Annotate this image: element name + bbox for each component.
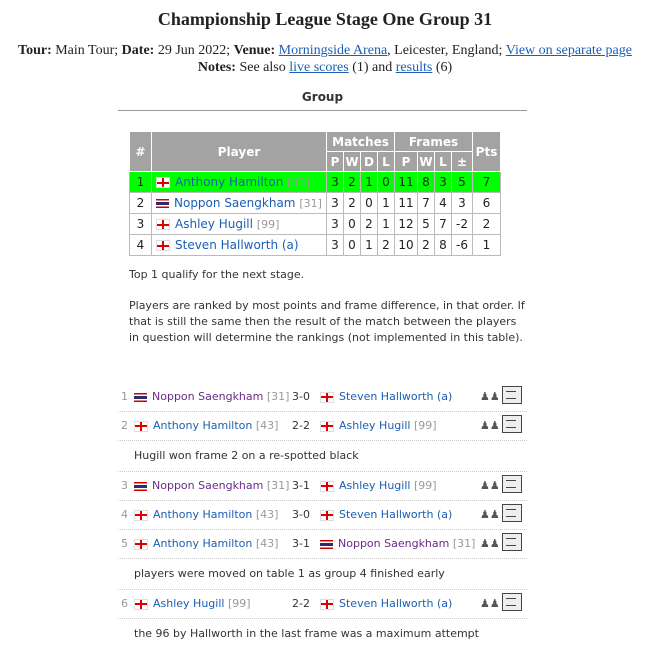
stat-cell-pts: 1: [473, 235, 501, 256]
match-row: [118, 529, 527, 558]
stat-cell-fw: 2: [418, 235, 435, 256]
stat-cell-ml: 1: [378, 193, 395, 214]
player-one-ranking: [43]: [255, 537, 279, 550]
match-number: 1: [121, 390, 128, 403]
match-score: 2-2: [292, 419, 310, 432]
match-note-text: Hugill won frame 2 on a re-spotted black: [134, 449, 359, 462]
stat-cell-fl: 7: [435, 214, 452, 235]
notes-label: Notes:: [197, 60, 236, 75]
stat-cell-fl: 8: [435, 235, 452, 256]
venue-location: , Leicester, England;: [387, 43, 503, 58]
player-one-link[interactable]: Anthony Hamilton: [153, 508, 253, 521]
player-one: [134, 597, 251, 610]
stat-cell-fw: 5: [418, 214, 435, 235]
match-row: [118, 471, 527, 500]
col-matches-header: Matches: [327, 132, 395, 152]
stat-cell-ml: 2: [378, 235, 395, 256]
england-flag-icon: [156, 219, 170, 230]
match-score: 3-1: [292, 479, 310, 492]
stat-cell-fl: 4: [435, 193, 452, 214]
date-value: 29 Jun 2022;: [157, 43, 231, 58]
stat-cell-pts: 6: [473, 193, 501, 214]
player-one: [134, 390, 289, 403]
player-one: [134, 508, 278, 521]
standings-row: [130, 235, 501, 256]
player-cell: [152, 172, 327, 193]
match-row: [118, 500, 527, 529]
england-flag-icon: [156, 177, 170, 188]
scoreboard-icon[interactable]: [502, 533, 522, 551]
standings-row: [130, 214, 501, 235]
player-two: [320, 508, 452, 521]
stat-cell-fw: 8: [418, 172, 435, 193]
player-two-link[interactable]: Noppon Saengkham: [338, 537, 450, 550]
venue-link[interactable]: Morningside Arena: [278, 43, 388, 58]
player-two-ranking: [99]: [413, 419, 437, 432]
player-one-link[interactable]: Anthony Hamilton: [153, 419, 253, 432]
player-one-ranking: [99]: [227, 597, 251, 610]
stat-cell-fw: 7: [418, 193, 435, 214]
thailand-flag-icon: [156, 199, 169, 208]
stat-cell-mp: 3: [327, 235, 344, 256]
venue-label: Venue:: [233, 43, 276, 58]
england-flag-icon: [320, 481, 334, 492]
head-to-head-icon[interactable]: ♟♟: [480, 479, 500, 492]
stat-cell-fl: 3: [435, 172, 452, 193]
scoreboard-icon[interactable]: [502, 593, 522, 611]
stat-cell-fp: 12: [395, 214, 418, 235]
stat-cell-md: 1: [361, 235, 378, 256]
match-number: 3: [121, 479, 128, 492]
scoreboard-icon[interactable]: [502, 504, 522, 522]
stat-cell-ml: 1: [378, 214, 395, 235]
player-cell: [152, 235, 327, 256]
player-link[interactable]: Anthony Hamilton: [175, 175, 284, 189]
player-link[interactable]: Steven Hallworth (a): [175, 238, 299, 252]
player-two: [320, 597, 452, 610]
ranking-note: Players are ranked by most points and frame difference, in that order. If that is still the same then the result of the match between the players in question will determine the rankings (not implemented in this table).: [129, 299, 525, 344]
results-link[interactable]: results: [395, 60, 433, 75]
position-cell: 2: [130, 193, 152, 214]
match-number: 6: [121, 597, 128, 610]
sub-header: ±: [452, 152, 473, 172]
col-player-header: Player: [152, 132, 327, 172]
stat-cell-pts: 2: [473, 214, 501, 235]
player-one-link[interactable]: Noppon Saengkham: [152, 479, 264, 492]
match-note: [118, 618, 527, 649]
match-number: 2: [121, 419, 128, 432]
thailand-flag-icon: [134, 393, 147, 402]
scoreboard-icon[interactable]: [502, 415, 522, 433]
player-one: [134, 537, 278, 550]
match-number: 4: [121, 508, 128, 521]
england-flag-icon: [320, 510, 334, 521]
player-one: [134, 419, 278, 432]
player-ranking: [43]: [287, 176, 310, 189]
player-cell: [152, 214, 327, 235]
stat-cell-fd: -6: [452, 235, 473, 256]
results-count: (6): [435, 60, 453, 75]
sub-header: L: [435, 152, 452, 172]
stat-cell-mw: 0: [344, 235, 361, 256]
match-note: [118, 558, 527, 589]
match-score: 3-0: [292, 508, 310, 521]
scoreboard-icon[interactable]: [502, 475, 522, 493]
stat-cell-fp: 11: [395, 172, 418, 193]
player-ranking: [99]: [256, 218, 280, 231]
match-note-text: the 96 by Hallworth in the last frame was a maximum attempt: [134, 627, 479, 640]
standings-table: [129, 131, 501, 256]
sub-header: W: [344, 152, 361, 172]
player-two-ranking: [31]: [452, 537, 476, 550]
player-two: [320, 419, 437, 432]
head-to-head-icon[interactable]: ♟♟: [480, 537, 500, 550]
stat-cell-mw: 2: [344, 193, 361, 214]
england-flag-icon: [134, 421, 148, 432]
england-flag-icon: [320, 421, 334, 432]
group-heading: Group: [118, 90, 527, 111]
player-two-link[interactable]: Steven Hallworth (a): [339, 390, 453, 403]
col-num-header: #: [130, 132, 152, 172]
player-link[interactable]: Noppon Saengkham: [174, 196, 296, 210]
player-two-link[interactable]: Ashley Hugill: [339, 419, 411, 432]
player-one-link[interactable]: Noppon Saengkham: [152, 390, 264, 403]
player-two-ranking: [99]: [413, 479, 437, 492]
player-one-link[interactable]: Ashley Hugill: [153, 597, 225, 610]
match-score: 3-1: [292, 537, 310, 550]
stat-cell-mw: 0: [344, 214, 361, 235]
live-scores-count: (1) and: [352, 60, 393, 75]
stat-cell-mw: 2: [344, 172, 361, 193]
player-two: [320, 537, 475, 550]
stat-cell-fd: -2: [452, 214, 473, 235]
date-label: Date:: [121, 43, 155, 58]
england-flag-icon: [134, 510, 148, 521]
thailand-flag-icon: [320, 540, 333, 549]
england-flag-icon: [134, 599, 148, 610]
stat-cell-fd: 5: [452, 172, 473, 193]
match-row: [118, 589, 527, 618]
england-flag-icon: [320, 392, 334, 403]
match-note: [118, 440, 527, 471]
match-score: 2-2: [292, 597, 310, 610]
col-frames-header: Frames: [395, 132, 473, 152]
event-meta: [0, 42, 650, 76]
stat-cell-fp: 10: [395, 235, 418, 256]
stat-cell-mp: 3: [327, 214, 344, 235]
stat-cell-mp: 3: [327, 193, 344, 214]
sub-header: D: [361, 152, 378, 172]
player-two-link[interactable]: Ashley Hugill: [339, 479, 411, 492]
england-flag-icon: [134, 539, 148, 550]
head-to-head-icon[interactable]: ♟♟: [480, 508, 500, 521]
separate-page-link[interactable]: View on separate page: [505, 43, 632, 58]
player-one-ranking: [43]: [255, 508, 279, 521]
match-number: 5: [121, 537, 128, 550]
sub-header: L: [378, 152, 395, 172]
player-two-link[interactable]: Steven Hallworth (a): [339, 597, 453, 610]
player-two-link[interactable]: Steven Hallworth (a): [339, 508, 453, 521]
stat-cell-pts: 7: [473, 172, 501, 193]
tour-value: Main Tour;: [55, 43, 119, 58]
tour-label: Tour:: [18, 43, 52, 58]
match-row: [118, 411, 527, 440]
match-note-text: players were moved on table 1 as group 4 finished early: [134, 567, 445, 580]
match-row: [118, 383, 527, 411]
standings-row: [130, 193, 501, 214]
stat-cell-md: 0: [361, 193, 378, 214]
match-list: [118, 383, 527, 649]
standings-row: [130, 172, 501, 193]
col-pts-header: Pts: [473, 132, 501, 172]
england-flag-icon: [156, 240, 170, 251]
player-one: [134, 479, 289, 492]
page-title: Championship League Stage One Group 31: [157, 9, 493, 29]
position-cell: 3: [130, 214, 152, 235]
player-link[interactable]: Ashley Hugill: [175, 217, 253, 231]
head-to-head-icon[interactable]: ♟♟: [480, 390, 500, 403]
stat-cell-md: 1: [361, 172, 378, 193]
player-one-link[interactable]: Anthony Hamilton: [153, 537, 253, 550]
sub-header: P: [395, 152, 418, 172]
stat-cell-mp: 3: [327, 172, 344, 193]
player-one-ranking: [43]: [255, 419, 279, 432]
head-to-head-icon[interactable]: ♟♟: [480, 597, 500, 610]
player-one-ranking: [31]: [266, 390, 290, 403]
sub-header: P: [327, 152, 344, 172]
england-flag-icon: [320, 599, 334, 610]
sub-header: W: [418, 152, 435, 172]
stat-cell-fp: 11: [395, 193, 418, 214]
head-to-head-icon[interactable]: ♟♟: [480, 419, 500, 432]
position-cell: 4: [130, 235, 152, 256]
stat-cell-fd: 3: [452, 193, 473, 214]
player-cell: [152, 193, 327, 214]
match-score: 3-0: [292, 390, 310, 403]
position-cell: 1: [130, 172, 152, 193]
player-one-ranking: [31]: [266, 479, 290, 492]
stat-cell-md: 2: [361, 214, 378, 235]
qualify-note: Top 1 qualify for the next stage.: [129, 268, 305, 281]
scoreboard-icon[interactable]: [502, 386, 522, 404]
player-ranking: [31]: [299, 197, 322, 210]
live-scores-link[interactable]: live scores: [289, 60, 349, 75]
notes-text: See also: [239, 60, 286, 75]
thailand-flag-icon: [134, 482, 147, 491]
player-two: [320, 479, 437, 492]
player-two: [320, 390, 452, 403]
stat-cell-ml: 0: [378, 172, 395, 193]
